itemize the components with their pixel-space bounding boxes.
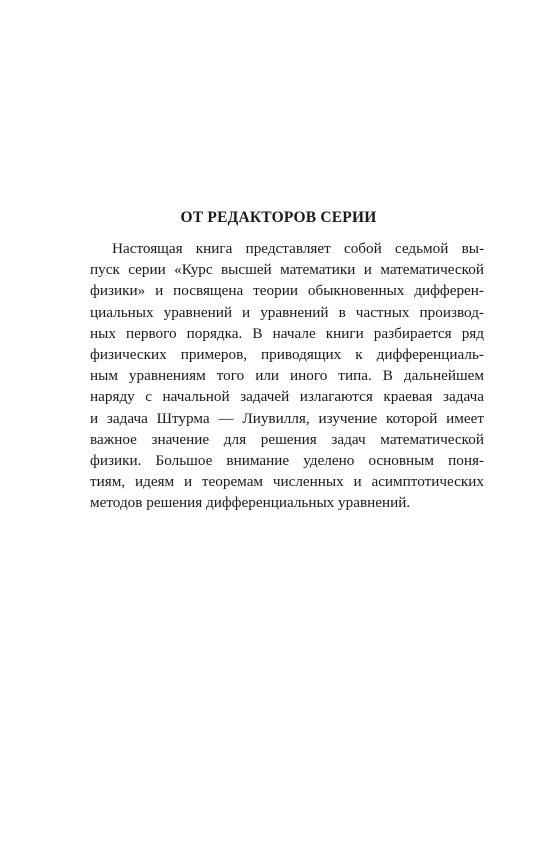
paragraph-line: физики» и посвящена теории обыкновенных дифферен- xyxy=(90,282,484,300)
paragraph-line: циальных уравнений и уравнений в частных производ- xyxy=(90,303,484,321)
paragraph-line: важное значение для решения задач математической xyxy=(90,430,484,448)
paragraph-line: Настоящая книга представляет собой седьмой вы- xyxy=(112,240,484,257)
paragraph-line: физики. Большое внимание уделено основным поня- xyxy=(90,451,484,469)
section-heading: ОТ РЕДАКТОРОВ СЕРИИ xyxy=(180,209,377,226)
paragraph-line: физических примеров, приводящих к дифференциаль- xyxy=(90,345,484,363)
preface-paragraph xyxy=(90,238,484,513)
paragraph-line: тиям, идеям и теоремам численных и асимптотических xyxy=(90,473,484,491)
paragraph-line: пуск серии «Курс высшей математики и математической xyxy=(90,261,484,279)
paragraph-line: наряду с начальной задачей излагаются краевая задача xyxy=(90,388,484,406)
paragraph-line: и задача Штурма — Лиувилля, изучение которой имеет xyxy=(90,409,484,427)
paragraph-line: ных первого порядка. В начале книги разбирается ряд xyxy=(90,324,484,342)
paragraph-line: методов решения дифференциальных уравнений. xyxy=(90,494,411,512)
paragraph-line: ным уравнениям того или иного типа. В дальнейшем xyxy=(90,367,484,385)
